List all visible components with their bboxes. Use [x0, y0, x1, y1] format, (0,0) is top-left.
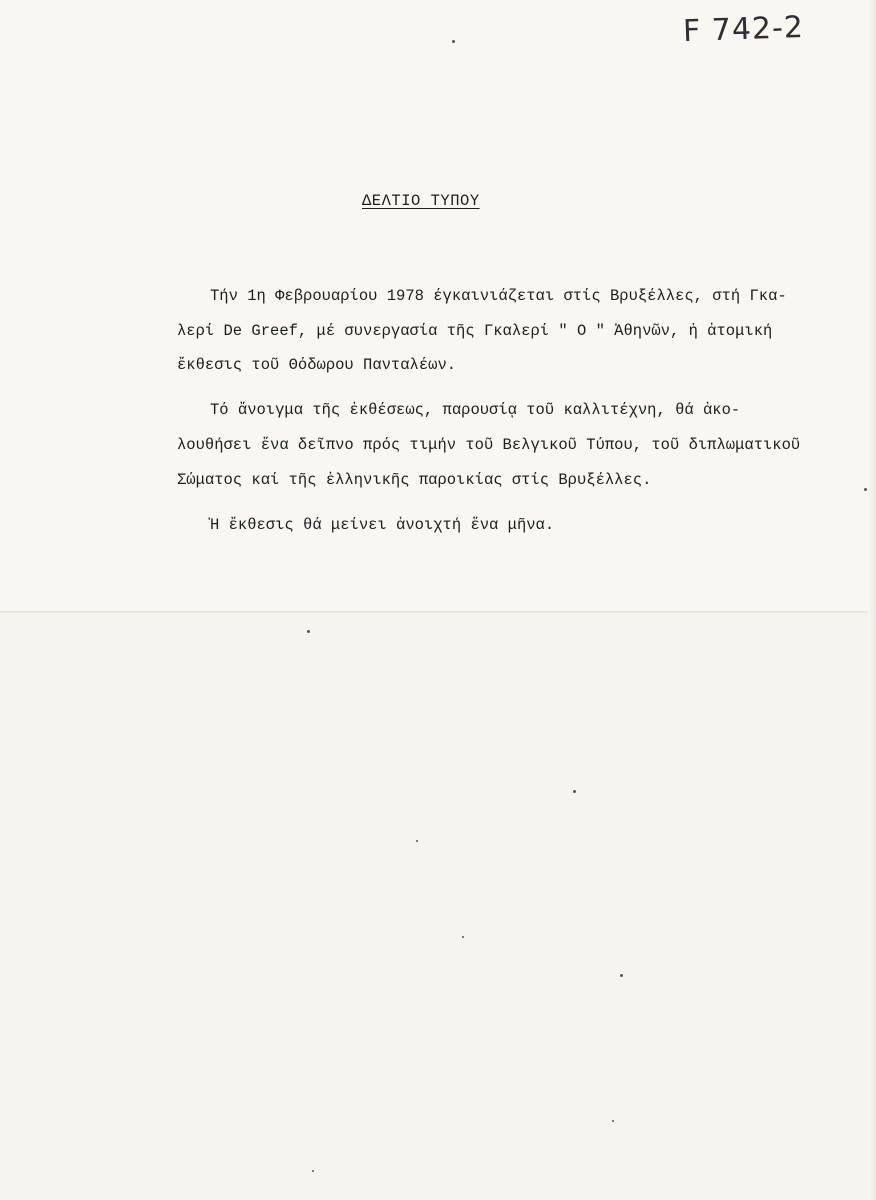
paper-speck: [620, 974, 623, 977]
paper-speck: [462, 936, 464, 938]
paper-speck: [452, 40, 455, 43]
handwritten-archive-code: F 742-2: [682, 9, 805, 50]
body-line: Τό ἄνοιγμα τῆς ἐκθέσεως, παρουσίᾳ τοῦ καλλιτέχνη, θά ἀκο-: [210, 401, 741, 419]
body-line: Σώματος καί τῆς ἑλληνικῆς παροικίας στίς Βρυξέλλες.: [177, 471, 652, 489]
paper-speck: [864, 488, 867, 491]
paper-speck: [416, 840, 418, 842]
paper-speck: [612, 1120, 614, 1122]
body-line: λουθήσει ἕνα δεῖπνο πρός τιμήν τοῦ Βελγικοῦ Τύπου, τοῦ διπλωματικοῦ: [177, 436, 801, 454]
lower-half-shade: [0, 614, 876, 1200]
paper-speck: [312, 1170, 314, 1172]
body-line: ἔκθεσις τοῦ Θόδωρου Πανταλέων.: [177, 356, 457, 374]
paper-speck: [573, 790, 576, 793]
body-line: Ἡ ἔκθεσις θά μείνει ἀνοιχτή ἕνα μῆνα.: [210, 516, 555, 534]
body-line: λερί De Greef, μέ συνεργασία τῆς Γκαλερί " Ο " Ἀθηνῶν, ἡ ἀτομική: [177, 322, 773, 340]
body-line: Τήν 1η Φεβρουαρίου 1978 έγκαινιάζεται στίς Βρυξέλλες, στή Γκα-: [210, 287, 787, 305]
paper-speck: [307, 630, 310, 633]
paper-fold-line: [0, 611, 876, 614]
paper-edge-shadow: [868, 0, 876, 1200]
document-title: ΔΕΛΤΙΟ ΤΥΠΟΥ: [362, 192, 480, 210]
